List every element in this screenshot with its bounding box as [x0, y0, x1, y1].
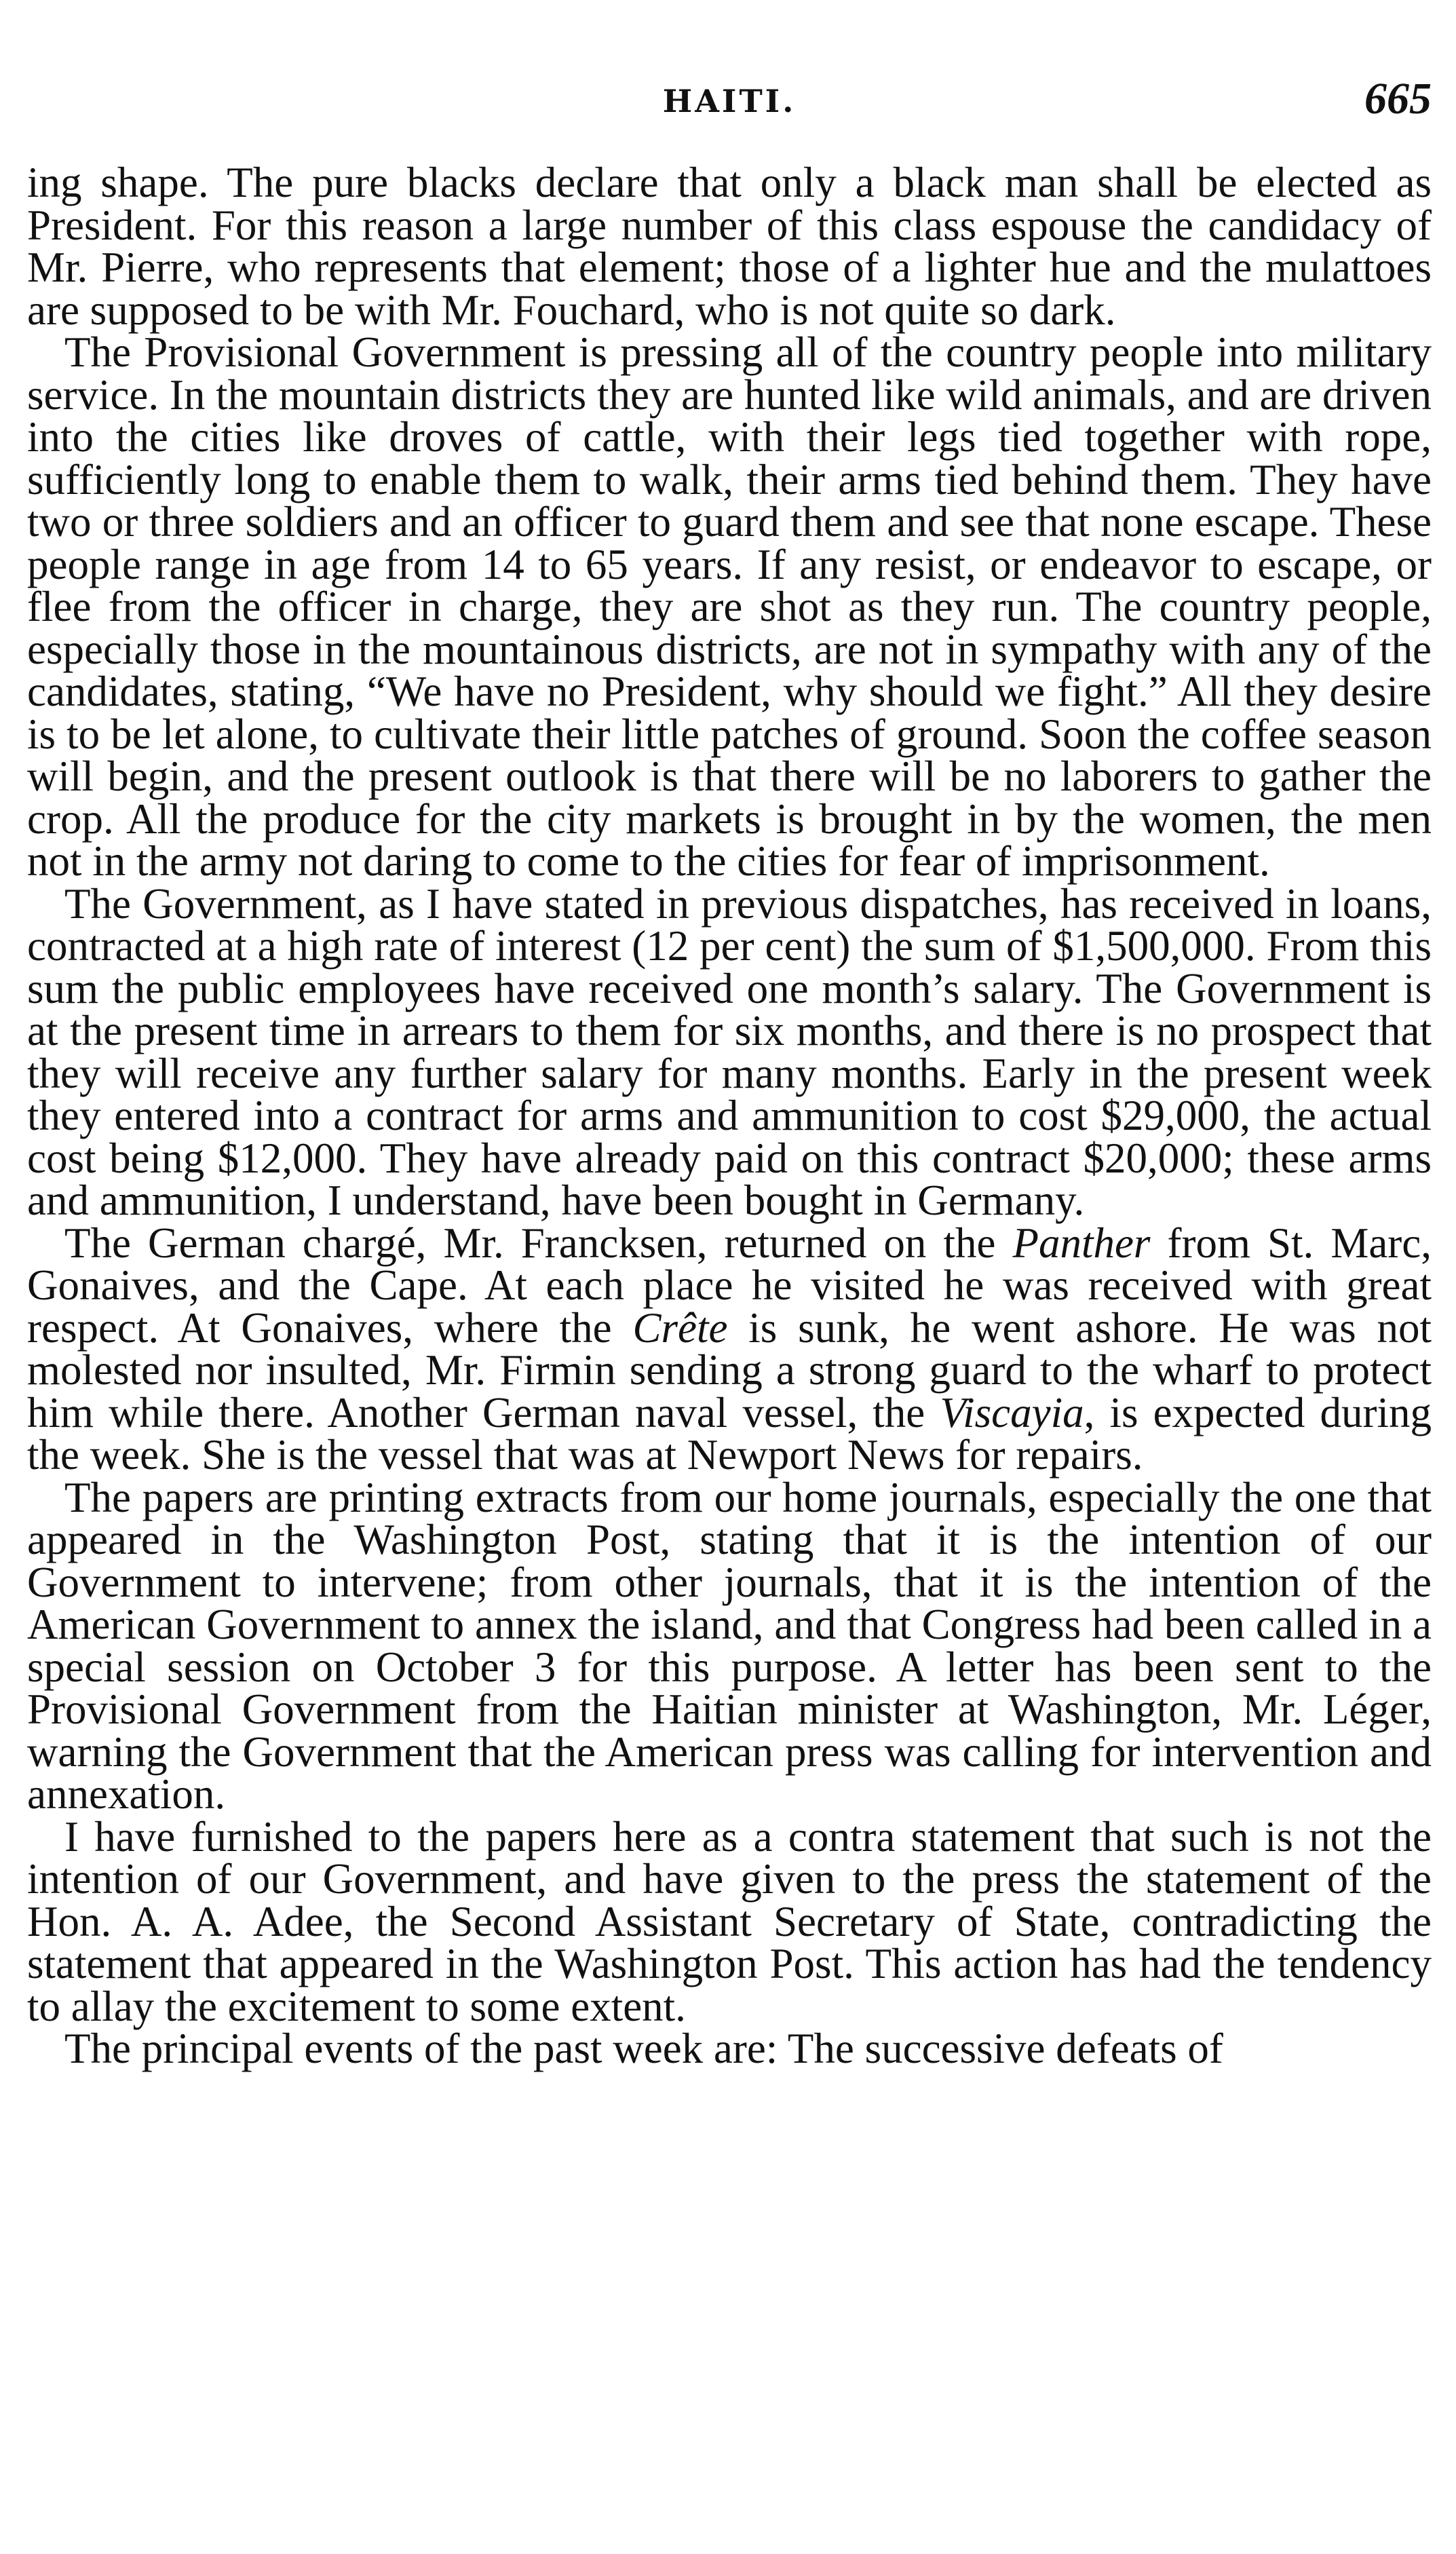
paragraph	[27, 1473, 1432, 1818]
text-run: is sunk, he went ashore. He was not molested nor insulted, Mr. Firmin sending a strong guard to the wharf to protect him while there. Another German naval vessel, the	[27, 1303, 1432, 1436]
text-run: The German chargé, Mr. Francksen, returned on the	[64, 1219, 1013, 1267]
running-title: HAITI.	[662, 83, 797, 119]
page-number: 665	[1364, 74, 1432, 123]
text-run: The principal events of the past week are: The successive defeats of	[64, 2025, 1223, 2072]
text-run: The papers are printing extracts from our home journals, especially the one that appeared in the Washington Post, stating that it is the intention of our Government to intervene; from other journals, that it is the intention of the American Government to annex the island, and that Congress had been called in a special session on October 3 for this purpose. A letter has been sent to the Provisional Government from the Haitian minister at Washington, Mr. Léger, warning the Government that the American press was calling for intervention and annexation.	[27, 1473, 1432, 1818]
paragraph	[27, 2027, 1432, 2070]
paragraph	[27, 159, 1432, 334]
text-run: I have furnished to the papers here as a contra statement that such is not the intention of our Government, and have given to the press the statement of the Hon. A. A. Adee, the Second Assistant Secretary of State, contradicting the statement that appeared in the Washington Post. This action has had the tendency to allay the excitement to some extent.	[27, 1812, 1432, 2030]
paragraph	[27, 1219, 1432, 1479]
running-head	[27, 73, 1432, 128]
paragraph	[27, 1812, 1432, 2030]
text-run: from St. Marc, Gonaives, and the Cape. At each place he visited he was received with great respect. At Gonaives, where the	[27, 1219, 1432, 1352]
text-run: , is expected during the week. She is the vessel that was at Newport News for repairs.	[27, 1388, 1432, 1479]
italic-ship-name: Panther	[1012, 1219, 1151, 1267]
text-run: The Government, as I have stated in previous dispatches, has received in loans, contracted at a high rate of interest (12 per cent) the sum of $1,500,000. From this sum the public employees have received one month’s salary. The Government is at the present time in arrears to them for six months, and there is no prospect that they will receive any further salary for many months. Early in the present week they entered into a contract for arms and ammunition to cost $29,000, the actual cost being $12,000. They have already paid on this contract $20,000; these arms and ammunition, I understand, have been bought in Germany.	[27, 879, 1432, 1224]
italic-ship-name: Crête	[632, 1303, 728, 1352]
italic-ship-name: Viscayia	[940, 1388, 1084, 1436]
text-run: The Provisional Government is pressing all of the country people into military service. In the mountain districts they are hunted like wild animals, and are driven into the cities like droves of cattle, with their legs tied together with rope, sufficiently long to enable them to walk, their arms tied behind them. They have two or three soldiers and an officer to guard them and see that none escape. These people range in age from 14 to 65 years. If any resist, or endeavor to escape, or flee from the officer in charge, they are shot as they run. The country people, especially those in the mountainous districts, are not in sympathy with any of the candidates, stating, “We have no President, why should we fight.” All they desire is to be let alone, to cultivate their little patches of ground. Soon the coffee season will begin, and the present outlook is that there will be no laborers to gather the crop. All the produce for the city markets is brought in by the women, the men not in the army not daring to come to the cities for fear of imprisonment.	[27, 328, 1432, 885]
paragraph	[27, 879, 1432, 1224]
body-text	[27, 161, 1432, 2070]
text-run: ing shape. The pure blacks declare that only a black man shall be elected as President. For this reason a large number of this class espouse the candidacy of Mr. Pierre, who represents that element; those of a lighter hue and the mulattoes are supposed to be with Mr. Fouchard, who is not quite so dark.	[27, 159, 1432, 334]
paragraph	[27, 328, 1432, 885]
